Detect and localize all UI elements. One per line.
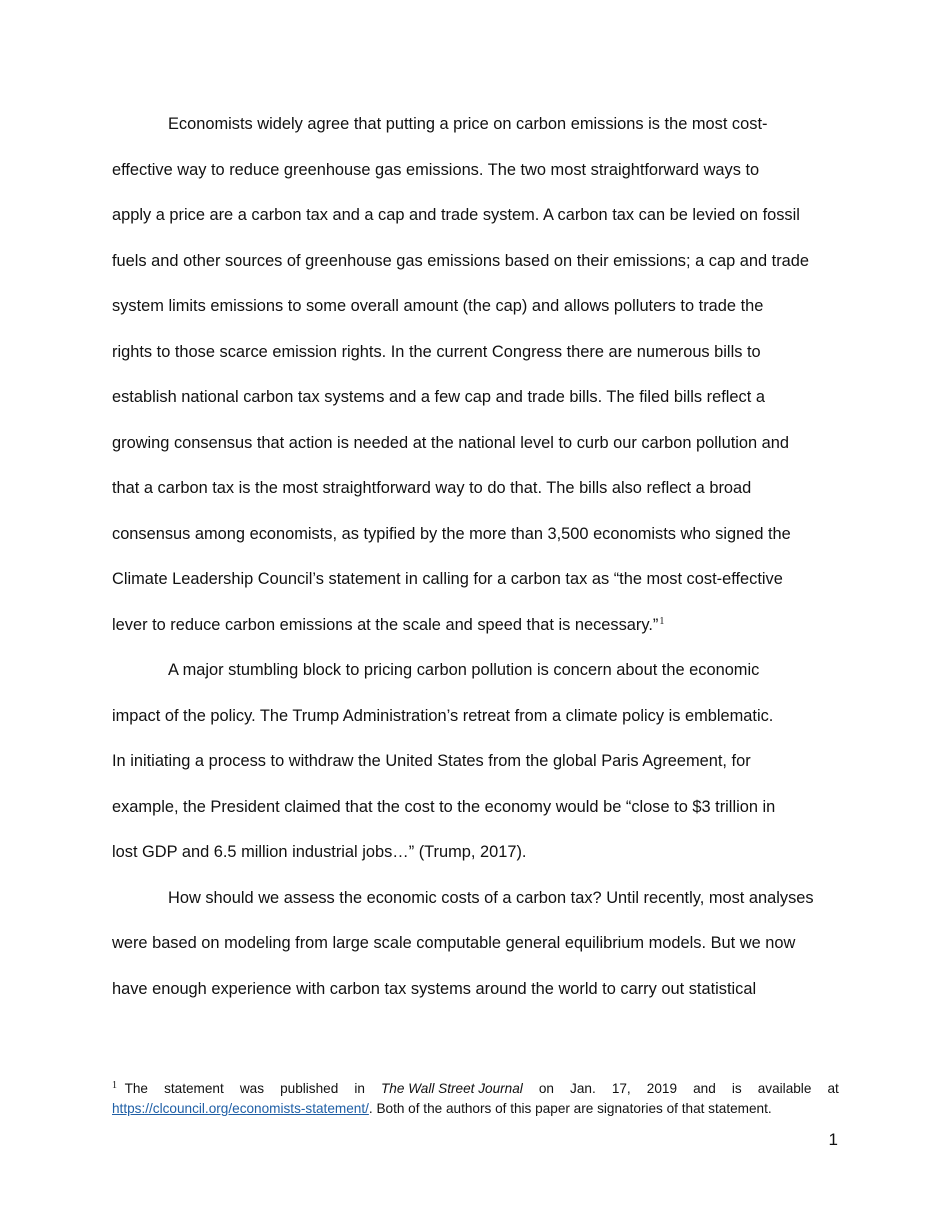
body-text: [112, 107, 840, 1017]
paragraph-1-line: effective way to reduce greenhouse gas emissions. The two most straightforward ways to: [112, 160, 760, 179]
paragraph-1-last-line: [112, 608, 840, 654]
page-number: 1: [828, 1130, 838, 1149]
paragraph-3-line: were based on modeling from large scale computable general equilibrium models. But we now: [112, 934, 796, 952]
footnote-word: and: [693, 1081, 716, 1096]
paragraph-2-line: In initiating a process to withdraw the United States from the global Paris Agreement, for: [112, 752, 751, 770]
footnote-word: is: [731, 1081, 742, 1096]
journal-title: The Wall Street Journal: [381, 1081, 523, 1096]
paragraph-1-line: rights to those scarce emission rights. In the current Congress there are numerous bills to: [112, 342, 761, 361]
footnote-word: available: [757, 1081, 812, 1096]
paragraph-1-line: Climate Leadership Council’s statement in calling for a carbon tax as “the most cost-effective: [112, 570, 783, 588]
footnote-word: on: [538, 1081, 554, 1096]
footnote-word: 2019: [646, 1081, 678, 1096]
footnote-text: . Both of the authors of this paper are signatories of that statement.: [368, 1101, 772, 1116]
paragraph-1-line: system limits emissions to some overall amount (the cap) and allows polluters to trade the: [112, 297, 764, 315]
footnote-line-1: [112, 1079, 839, 1099]
footnote-word: 17,: [611, 1081, 631, 1096]
paragraph-1-line: Economists widely agree that putting a price on carbon emissions is the most cost-: [168, 115, 768, 133]
footnote-word: at: [827, 1081, 839, 1096]
paragraph-2-line: lost GDP and 6.5 million industrial jobs…” (Trump, 2017).: [112, 843, 527, 861]
paragraph-1-line: consensus among economists, as typified by the more than 3,500 economists who signed the: [112, 524, 791, 543]
footnote-word: was: [239, 1081, 265, 1096]
paragraph-1-line: establish national carbon tax systems and a few cap and trade bills. The filed bills reflect a: [112, 388, 765, 406]
paragraph-1-line: fuels and other sources of greenhouse gas emissions based on their emissions; a cap and trade: [112, 251, 810, 270]
paragraph-3-line: have enough experience with carbon tax systems around the world to carry out statistical: [112, 979, 757, 998]
paragraph-2-line: example, the President claimed that the cost to the economy would be “close to $3 trillion in: [112, 797, 776, 816]
paragraph-1-line-text: lever to reduce carbon emissions at the scale and speed that is necessary.”: [112, 615, 659, 634]
footnote-line-2: [112, 1099, 839, 1119]
footnote-word: published: [280, 1081, 339, 1096]
footnote-word: statement: [164, 1081, 224, 1096]
paragraph-2-line: A major stumbling block to pricing carbon pollution is concern about the economic: [168, 661, 760, 679]
footnote-first-word: [112, 1079, 148, 1099]
footnote-mark: 1: [112, 1080, 117, 1091]
footnote-word: Jan.: [570, 1081, 596, 1096]
paragraph-2-line: impact of the policy. The Trump Administration’s retreat from a climate policy is emblematic.: [112, 706, 774, 725]
paragraph-3-line: How should we assess the economic costs of a carbon tax? Until recently, most analyses: [168, 888, 814, 907]
footnote-word: in: [354, 1081, 365, 1096]
paragraph-1-line: apply a price are a carbon tax and a cap and trade system. A carbon tax can be levied on fossil: [112, 206, 800, 224]
footnote-word: The: [124, 1081, 148, 1096]
paragraph-1-line: growing consensus that action is needed at the national level to curb our carbon pollution and: [112, 433, 790, 452]
paragraph-1-line: that a carbon tax is the most straightforward way to do that. The bills also reflect a broad: [112, 479, 752, 497]
footnote-reference[interactable]: 1: [659, 615, 665, 627]
footnote: [112, 1079, 839, 1119]
economists-statement-link[interactable]: https://clcouncil.org/economists-statement/: [112, 1101, 369, 1116]
